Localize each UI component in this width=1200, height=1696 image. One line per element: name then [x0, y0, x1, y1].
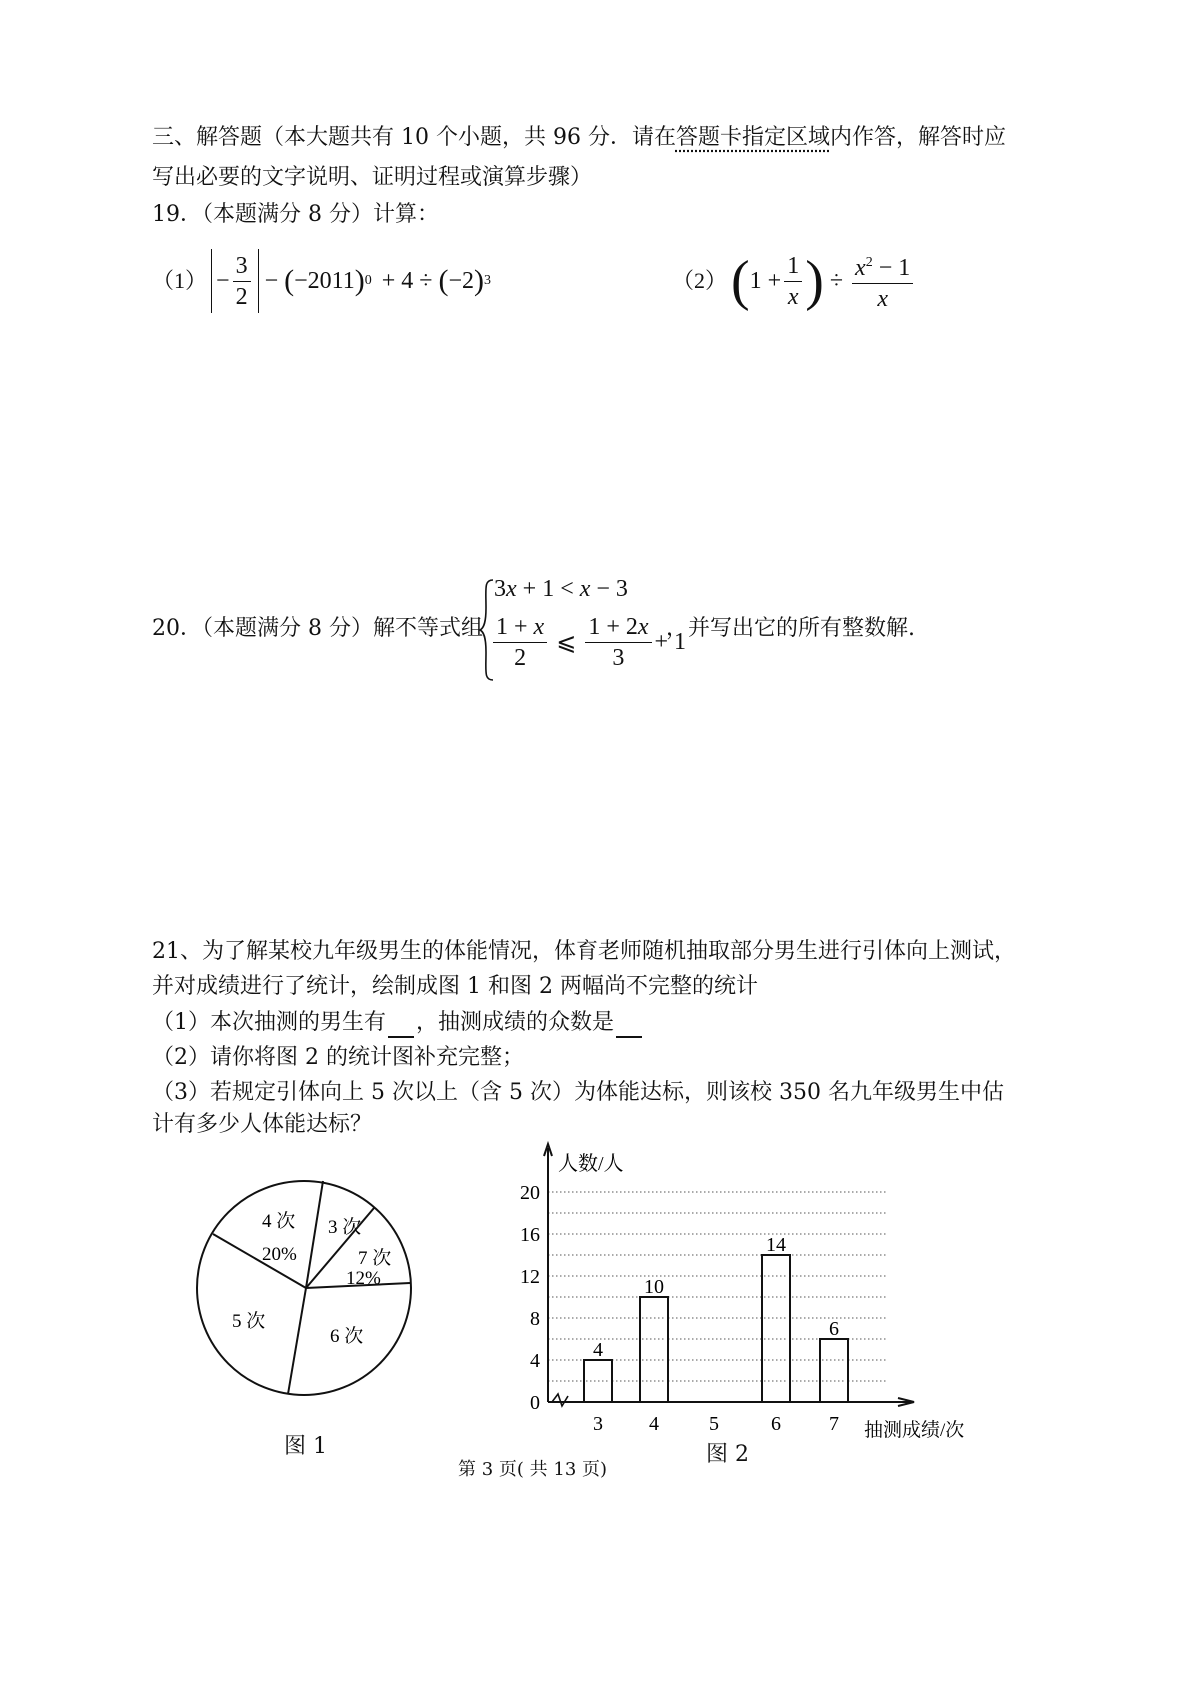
bar-value-label: 4: [593, 1339, 603, 1361]
inequality-1: 3x + 1 < x − 3: [494, 576, 628, 602]
figure2-caption: 图 2: [706, 1442, 749, 1467]
x-tick-label: 4: [649, 1413, 659, 1435]
y-tick-label: 20: [520, 1182, 540, 1204]
bar-value-label: 10: [644, 1276, 664, 1298]
q21-line1: 21、为了解某校九年级男生的体能情况，体育老师随机抽取部分男生进行引体向上测试，: [152, 939, 1016, 964]
pie-label-4-pct: 20%: [262, 1244, 297, 1265]
y-tick-label: 16: [520, 1224, 540, 1246]
x-tick-label: 3: [593, 1413, 603, 1435]
bar-value-label: 6: [829, 1318, 839, 1340]
x-tick-label: 7: [829, 1413, 839, 1435]
bar-value-label: 14: [766, 1234, 786, 1256]
q19-part2: （2） ( 1 + $\frac{1}{x}$ ) ÷ $\frac{x^2 - 1}{x}$: [672, 246, 916, 316]
emphasis-text: 答题卡指定区域: [675, 125, 830, 150]
x-tick-label: 5: [709, 1413, 719, 1435]
q21-part3-line1: （3）若规定引体向上 5 次以上（含 5 次）为体能达标，则该校 350 名九年级男生中估: [152, 1080, 1004, 1105]
x-axis-label: 抽测成绩/次: [864, 1420, 965, 1441]
pie-label-3: 3 次: [328, 1217, 362, 1238]
x-tick-label: 6: [771, 1413, 781, 1435]
pie-label-7-pct: 12%: [346, 1268, 381, 1289]
y-tick-label: 4: [530, 1350, 540, 1372]
q21-part2: （2）请你将图 2 的统计图补充完整；: [152, 1045, 524, 1070]
bar: [762, 1255, 790, 1402]
section-header-line1: 三、解答题（本大题共有 10 个小题，共 96 分．请在答题卡指定区域内作答，解答时应: [152, 125, 1006, 150]
page-footer: 第 3 页( 共 13 页): [458, 1459, 608, 1480]
y-tick-label: 12: [520, 1266, 540, 1288]
section-header-line2: 写出必要的文字说明、证明过程或演算步骤）: [152, 165, 593, 190]
x-tick-labels: [593, 1413, 839, 1435]
bar: [820, 1339, 848, 1402]
figure1-caption: 图 1: [284, 1434, 327, 1459]
y-tick-labels: [520, 1182, 540, 1414]
q19-title: 19．（本题满分 8 分）计算：: [152, 202, 439, 227]
answer-blank-2[interactable]: [616, 1014, 642, 1038]
bar-chart: [500, 1140, 1000, 1450]
y-tick-label: 8: [530, 1308, 540, 1330]
pie-label-5: 5 次: [232, 1311, 266, 1332]
q21-part3-line2: 计有多少人体能达标？: [152, 1112, 373, 1137]
q20-tail: ，并写出它的所有整数解.: [666, 616, 915, 641]
axis-break-icon: [552, 1394, 568, 1406]
q21-part1: （1）本次抽测的男生有 ，抽测成绩的众数是: [152, 1008, 644, 1038]
pie-chart: [180, 1180, 430, 1420]
answer-blank-1[interactable]: [388, 1014, 414, 1038]
y-axis-label: 人数/人: [558, 1153, 624, 1175]
q20-title: 20．（本题满分 8 分）解不等式组: [152, 616, 483, 641]
pie-label-4: 4 次: [262, 1211, 296, 1232]
bars: [584, 1255, 848, 1402]
pie-divider-5: [288, 1288, 306, 1394]
y-tick-label: 0: [530, 1392, 540, 1414]
pie-label-7: 7 次: [358, 1248, 392, 1269]
pie-label-6: 6 次: [330, 1326, 364, 1347]
q21-line2: 并对成绩进行了统计，绘制成图 1 和图 2 两幅尚不完整的统计: [152, 974, 758, 999]
inequality-2: $\frac{1 + x}{2}$ ⩽ $\frac{1 + 2x}{3}$ + 1: [490, 612, 686, 673]
q19-part1: （1） − $\frac{3}{2}$ − ( −2011 ) 0 + 4 ÷ ( −2 ) 3: [152, 246, 491, 316]
bar: [640, 1297, 668, 1402]
